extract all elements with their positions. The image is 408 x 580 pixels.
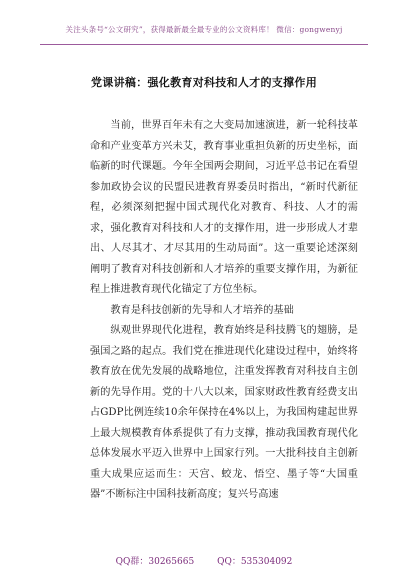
footer-contact	[0, 554, 408, 567]
document-body	[90, 116, 358, 506]
header-divider	[40, 44, 368, 45]
body-paragraph-1: 当前，世界百年未有之大变局加速演进，新一轮科技革命和产业变革方兴未艾，教育事业重担负新的历史坐标，面临新的时代课题。今年全国两会期间，习近平总书记在看望参加政协会议的民盟民进教育界委员时指出，“新时代新征程，必须深刻把握中国式现代化对教育、科技、人才的需求，强化教育对科技和人才的支撑作用，进一步形成人才辈出、人尽其才、才尽其用的生动局面”。这一重要论述深刻阐明了教育对科技创新和人才培养的重要支撑作用，为新征程上推进教育现代化锚定了方位坐标。	[90, 120, 358, 295]
footer-qq: QQ：535304092	[217, 557, 293, 567]
document-title: 党课讲稿：强化教育对科技和人才的支撑作用	[91, 76, 317, 89]
body-paragraph-2: 纵观世界现代化进程，教育始终是科技腾飞的翅膀，是强国之路的起点。我们党在推进现代化建设过程中，始终将教育放在优先发展的战略地位，注重发挥教育对科技自主创新的先导作用。党的十八大以来，国家财政性教育经费支出占GDP比例连续10余年保持在4%以上，为我国构建起世界上最大规模教育体系提供了有力支撑，推动我国教育现代化总体发展水平迈入世界中上国家行列。一大批科技自主创新重大成果应运而生：天宫、蛟龙、悟空、墨子等“大国重器”不断标注中国科技新高度；复兴号高速	[90, 325, 358, 500]
section-subheading: 教育是科技创新的先导和人才培养的基础	[110, 304, 294, 316]
footer-qq-group: QQ群：30265665	[115, 557, 195, 567]
header-banner: 关注头条号“公文研究”，获得最新最全最专业的公文资料库！ 微信：gongwenyj	[65, 25, 343, 34]
